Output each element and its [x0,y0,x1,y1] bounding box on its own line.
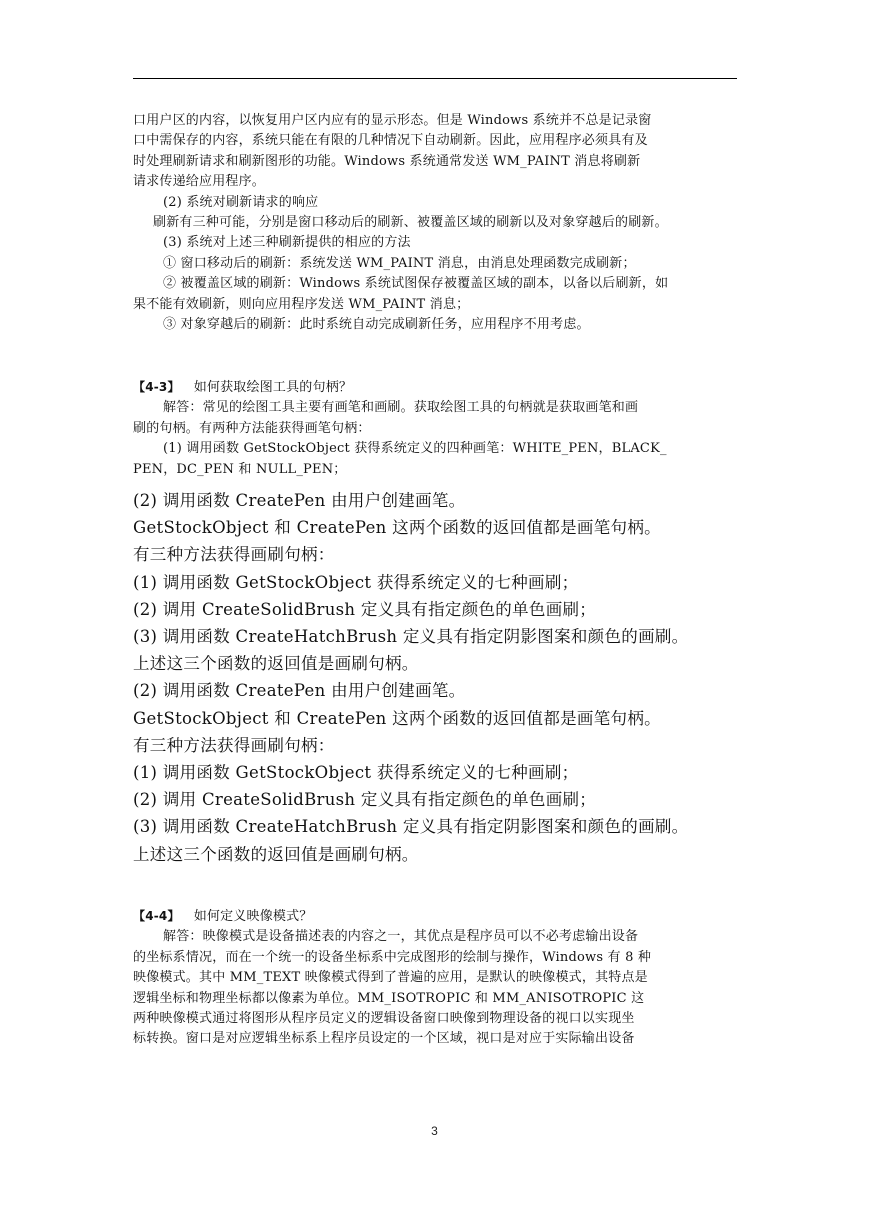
paragraph-line: 两种映像模式通过将图形从程序员定义的逻辑设备窗口映像到物理设备的视口以实现坐 [133,1011,635,1027]
question-title: 如何定义映像模式？ [193,909,313,924]
paragraph-line: (2) 系统对刷新请求的响应 [163,194,319,210]
section-refresh [133,111,737,335]
paragraph-line: (2) 调用 CreateSolidBrush 定义具有指定颜色的单色画刷； [133,599,597,619]
paragraph-line: 的坐标系情况，而在一个统一的设备坐标系中完成图形的绘制与操作，Windows 有 8 种 [133,949,652,965]
paragraph-line: 上述这三个函数的返回值是画刷句柄。 [133,654,419,674]
paragraph-line: (1) 调用函数 GetStockObject 获得系统定义的七种画刷； [133,572,579,592]
paragraph-line: (1) 调用函数 GetStockObject 获得系统定义的四种画笔：WHITE_PEN，BLACK_ [163,441,667,457]
paragraph-line: 口中需保存的内容，系统只能在有限的几种情况下自动刷新。因此，应用程序必须具有及 [133,133,648,149]
paragraph-line: ② 被覆盖区域的刷新：Windows 系统试图保存被覆盖区域的副本，以备以后刷新，如 [163,276,669,292]
paragraph-line: 映像模式。其中 MM_TEXT 映像模式得到了普遍的应用，是默认的映像模式，其特点是 [133,970,648,986]
question-4-4 [133,906,737,1050]
paragraph-line: (3) 调用函数 CreateHatchBrush 定义具有指定阴影图案和颜色的画刷。 [133,817,689,837]
question-heading [133,377,737,398]
paragraph-line: GetStockObject 和 CreatePen 这两个函数的返回值都是画笔句柄。 [133,708,661,728]
question-4-3 [133,377,737,480]
paragraph-line: 有三种方法获得画刷句柄： [133,545,335,565]
paragraph-line: 果不能有效刷新，则向应用程序发送 WM_PAINT 消息； [133,296,470,312]
paragraph-line: 解答：映像模式是设备描述表的内容之一，其优点是程序员可以不必考虑输出设备 [163,929,639,945]
question-number: 【4-3】 [133,380,180,394]
paragraph-line: PEN，DC_PEN 和 NULL_PEN； [133,461,347,477]
large-text-block [133,487,737,868]
paragraph-line: 解答：常见的绘图工具主要有画笔和画刷。获取绘图工具的句柄就是获取画笔和画 [163,400,639,416]
paragraph-line: (2) 调用函数 CreatePen 由用户创建画笔。 [133,681,466,701]
paragraph-line: 有三种方法获得画刷句柄： [133,735,335,755]
paragraph-line: 逻辑坐标和物理坐标都以像素为单位。MM_ISOTROPIC 和 MM_ANISOTROPIC 这 [133,990,645,1006]
paragraph-line: GetStockObject 和 CreatePen 这两个函数的返回值都是画笔句柄。 [133,518,661,538]
question-heading [133,906,737,927]
paragraph-line: 请求传递给应用程序。 [133,174,266,190]
header-rule [133,78,737,79]
paragraph-line: (3) 系统对上述三种刷新提供的相应的方法 [163,235,411,251]
paragraph-line: (2) 调用 CreateSolidBrush 定义具有指定颜色的单色画刷； [133,790,597,810]
paragraph-line: ① 窗口移动后的刷新：系统发送 WM_PAINT 消息，由消息处理函数完成刷新； [163,255,636,271]
question-title: 如何获取绘图工具的句柄？ [193,380,353,395]
paragraph-line: 刷新有三种可能，分别是窗口移动后的刷新、被覆盖区域的刷新以及对象穿越后的刷新。 [153,215,668,231]
question-number: 【4-4】 [133,909,180,923]
paragraph-line: ③ 对象穿越后的刷新：此时系统自动完成刷新任务，应用程序不用考虑。 [163,317,590,333]
paragraph-line: (3) 调用函数 CreateHatchBrush 定义具有指定阴影图案和颜色的画刷。 [133,627,689,647]
paragraph-line: (2) 调用函数 CreatePen 由用户创建画笔。 [133,491,466,510]
page-number: 3 [431,1124,438,1138]
paragraph-line: 上述这三个函数的返回值是画刷句柄。 [133,844,419,864]
paragraph-line: 口用户区的内容，以恢复用户区内应有的显示形态。但是 Windows 系统并不总是记录窗 [133,113,652,128]
paragraph-line: (1) 调用函数 GetStockObject 获得系统定义的七种画刷； [133,763,579,783]
paragraph-line: 标转换。窗口是对应逻辑坐标系上程序员设定的一个区域，视口是对应于实际输出设备 [133,1031,635,1047]
paragraph-line: 时处理刷新请求和刷新图形的功能。Windows 系统通常发送 WM_PAINT 消息将刷新 [133,153,641,169]
paragraph-line: 刷的句柄。有两种方法能获得画笔句柄： [133,420,371,436]
